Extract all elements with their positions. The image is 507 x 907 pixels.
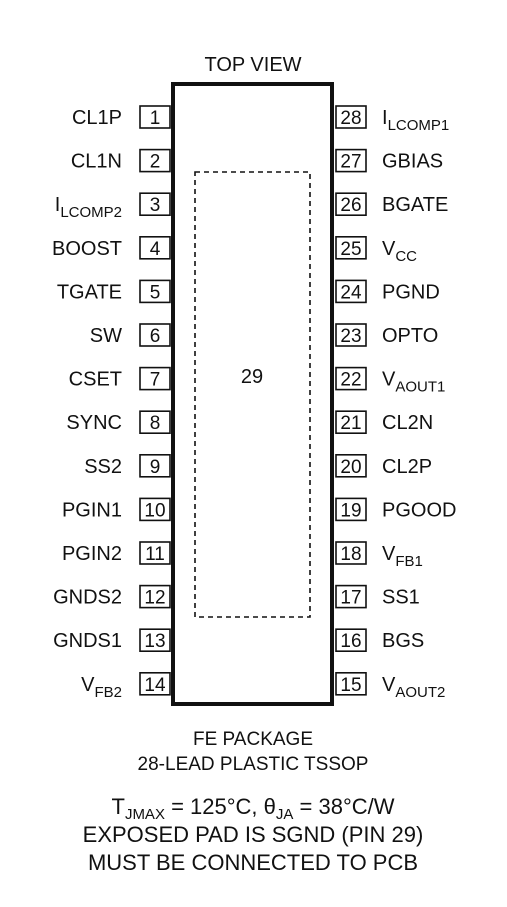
pin-11-label: PGIN2 bbox=[61, 543, 122, 565]
package-type: 28-LEAD PLASTIC TSSOP bbox=[137, 754, 369, 775]
pin-7-number: 7 bbox=[149, 369, 161, 391]
pin-18-label: $V_{FB1}$ bbox=[382, 543, 423, 570]
pin-26-label: BGATE bbox=[382, 194, 449, 217]
pin-19-number: 19 bbox=[340, 500, 362, 522]
pin-6-number: 6 bbox=[149, 326, 161, 347]
pin-21-number: 21 bbox=[340, 413, 362, 435]
pin-27-label: GBIAS bbox=[382, 150, 444, 173]
pin-28-number: 28 bbox=[340, 108, 362, 129]
pin-25-number: 25 bbox=[340, 238, 362, 260]
pin-4-number: 4 bbox=[149, 238, 161, 260]
pin-8-number: 8 bbox=[149, 413, 161, 435]
pin-13-number: 13 bbox=[144, 631, 166, 653]
pin-22-label: $V_{AOUT1}$ bbox=[382, 368, 446, 396]
pin-17-number: 17 bbox=[340, 587, 362, 609]
exposed-pad-number: 29 bbox=[240, 366, 264, 388]
pin-5-number: 5 bbox=[149, 282, 161, 304]
pin-2-number: 2 bbox=[149, 151, 161, 173]
pin-15-number: 15 bbox=[340, 674, 362, 696]
pin-18-number: 18 bbox=[340, 544, 362, 565]
pin-11-number: 11 bbox=[145, 544, 165, 565]
pin-6-label: SW bbox=[89, 325, 122, 347]
pin-14-number: 14 bbox=[144, 674, 166, 696]
pin-21-label: CL2N bbox=[382, 412, 434, 435]
pin-28-label: $I_{LCOMP1}$ bbox=[382, 107, 450, 134]
pin-10-number: 10 bbox=[144, 500, 166, 522]
pin-19-label: PGOOD bbox=[382, 499, 457, 522]
exposed-pad-outline bbox=[195, 172, 310, 617]
pcb-connection-note: MUST BE CONNECTED TO PCB bbox=[87, 850, 419, 875]
pin-12-label: GNDS2 bbox=[53, 586, 122, 609]
pin-9-label: SS2 bbox=[84, 455, 122, 478]
thermal-spec: $T_{JMAX} = 125^\circ C$, $\theta_{JA} = 38^\circ C/W$ bbox=[111, 794, 395, 823]
pin-24-label: PGND bbox=[382, 281, 440, 304]
pin-8-label: SYNC bbox=[66, 412, 122, 435]
pin-20-label: CL2P bbox=[382, 455, 433, 478]
pin-10-label: PGIN1 bbox=[61, 499, 122, 522]
pin-3-number: 3 bbox=[149, 195, 161, 217]
package-name: FE PACKAGE bbox=[192, 729, 314, 750]
pin-23-number: 23 bbox=[340, 326, 362, 347]
top-view-label: TOP VIEW bbox=[204, 54, 302, 76]
pin-3-label: $I_{LCOMP2}$ bbox=[54, 194, 122, 222]
pin-13-label: GNDS1 bbox=[53, 630, 122, 653]
pin-5-label: TGATE bbox=[56, 281, 122, 304]
pin-24-number: 24 bbox=[340, 282, 362, 304]
pin-22-number: 22 bbox=[340, 369, 362, 391]
pin-26-number: 26 bbox=[340, 195, 362, 217]
exposed-pad-note: EXPOSED PAD IS SGND (PIN 29) bbox=[82, 822, 424, 847]
pin-15-label: $V_{AOUT2}$ bbox=[382, 673, 446, 701]
package-body bbox=[173, 84, 332, 704]
pin-7-label: CSET bbox=[68, 368, 122, 391]
pin-9-number: 9 bbox=[149, 456, 161, 478]
pin-27-number: 27 bbox=[340, 151, 362, 173]
pin-20-number: 20 bbox=[340, 456, 362, 478]
pins-group bbox=[52, 106, 456, 701]
pin-1-label: CL1P bbox=[71, 107, 122, 129]
pin-25-label: $V_{CC}$ bbox=[382, 237, 418, 265]
pin-23-label: OPTO bbox=[382, 325, 439, 347]
pin-1-number: 1 bbox=[149, 108, 161, 129]
pin-17-label: SS1 bbox=[382, 586, 420, 609]
pin-2-label: CL1N bbox=[70, 150, 122, 173]
pin-16-label: BGS bbox=[382, 630, 425, 653]
pin-4-label: BOOST bbox=[51, 237, 122, 260]
pin-16-number: 16 bbox=[340, 631, 362, 653]
pin-14-label: $V_{FB2}$ bbox=[81, 673, 122, 701]
pin-12-number: 12 bbox=[144, 587, 166, 609]
